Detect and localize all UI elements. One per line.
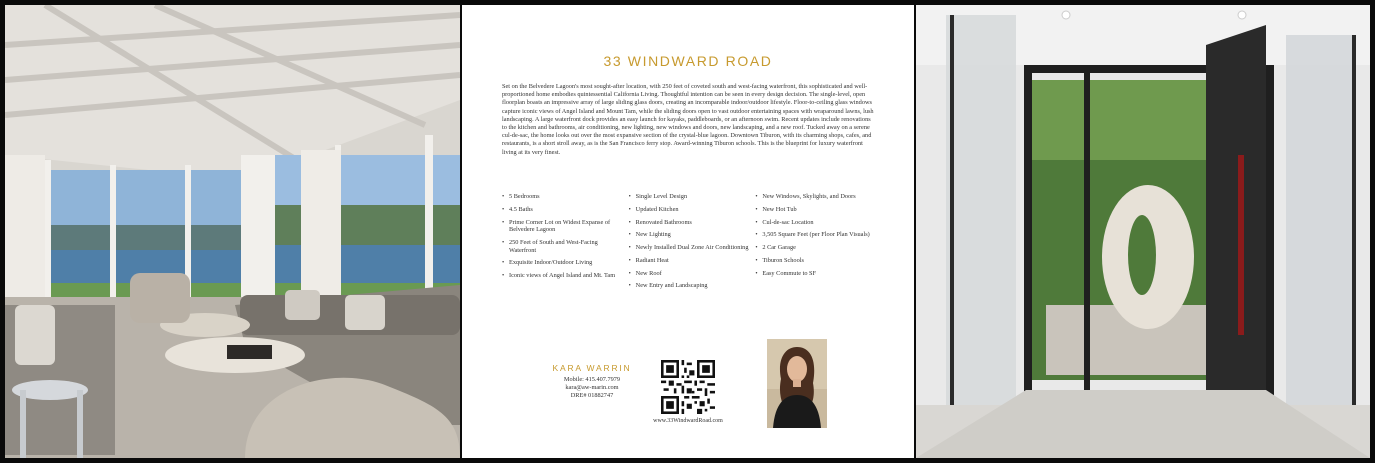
features-list xyxy=(502,193,882,295)
feature-item: • New Roof xyxy=(629,270,756,278)
agent-name: KARA WARRIN xyxy=(552,363,632,373)
feature-item: • 2 Car Garage xyxy=(755,244,882,252)
feature-item: • Prime Corner Lot on Widest Expanse of Belvedere Lagoon xyxy=(502,219,629,234)
features-column-2 xyxy=(629,193,756,295)
features-column-3 xyxy=(755,193,882,295)
listing-page xyxy=(462,5,914,458)
entry-photo xyxy=(916,5,1370,458)
features-column-1 xyxy=(502,193,629,295)
feature-item: • Iconic views of Angel Island and Mt. Tam xyxy=(502,272,629,280)
listing-title: 33 WINDWARD ROAD xyxy=(603,53,773,69)
agent-license: DRE# 01882747 xyxy=(570,392,614,399)
agent-contact xyxy=(522,363,662,400)
feature-item: • Updated Kitchen xyxy=(629,206,756,214)
feature-item: • New Windows, Skylights, and Doors xyxy=(755,193,882,201)
feature-item: • Single Level Design xyxy=(629,193,756,201)
agent-mobile: Mobile: 415.407.7979 xyxy=(563,376,621,383)
website-link[interactable]: www.33WindwardRoad.com xyxy=(653,418,723,424)
feature-item: • New Hot Tub xyxy=(755,206,882,214)
feature-item: • 4.5 Baths xyxy=(502,206,629,214)
feature-item: • Tiburon Schools xyxy=(755,257,882,265)
feature-item: • Radiant Heat xyxy=(629,257,756,265)
agent-email[interactable]: kara@aw-marin.com xyxy=(565,384,619,391)
feature-item: • Renovated Bathrooms xyxy=(629,219,756,227)
feature-item: • Exquisite Indoor/Outdoor Living xyxy=(502,259,629,267)
living-room-photo xyxy=(5,5,460,458)
feature-item: • Newly Installed Dual Zone Air Conditioning xyxy=(629,244,756,252)
feature-item: • New Lighting xyxy=(629,231,756,239)
feature-item: • 3,505 Square Feet (per Floor Plan Visuals) xyxy=(755,231,882,239)
feature-item: • 5 Bedrooms xyxy=(502,193,629,201)
feature-item: • Easy Commute to SF xyxy=(755,270,882,278)
feature-item: • 250 Feet of South and West-Facing Waterfront xyxy=(502,239,629,254)
feature-item: • New Entry and Landscaping xyxy=(629,282,756,290)
agent-portrait xyxy=(767,339,827,428)
listing-description: Set on the Belvedere Lagoon's most sought-after location, with 250 feet of coveted south and west-facing waterfront, this sophisticated and well-proportioned home embodies quintessential California Living. Thoughtful intention can be seen in every design decision. The single-level, open floorplan boasts an impressive array of large sliding glass doors, creating an incomparable indoor/outdoor lifestyle. Floor-to-ceiling glass windows capture iconic views of Angel Island and Mount Tam, while the sliding doors open to vast outdoor entertaining spaces with wraparound lawns, lush landscaping. A large waterfront dock provides an easy launch for kayaks, paddleboards, or an afternoon swim. Recent updates include renovations to the kitchen and bathrooms, air conditioning, new lighting, new windows and doors, new landscaping, and a new roof. Tucked away on a serene cul-de-sac, the home looks out over the most expansive section of the crystal-blue lagoon. Downtown Tiburon, with its charming shops, cafes, and restaurants, is a short stroll away, as is the San Francisco ferry stop. Award-winning Tiburon schools. This is the blueprint for luxury waterfront living at its very finest. xyxy=(502,83,874,156)
qr-code-icon[interactable] xyxy=(661,360,715,414)
feature-item: • Cul-de-sac Location xyxy=(755,219,882,227)
